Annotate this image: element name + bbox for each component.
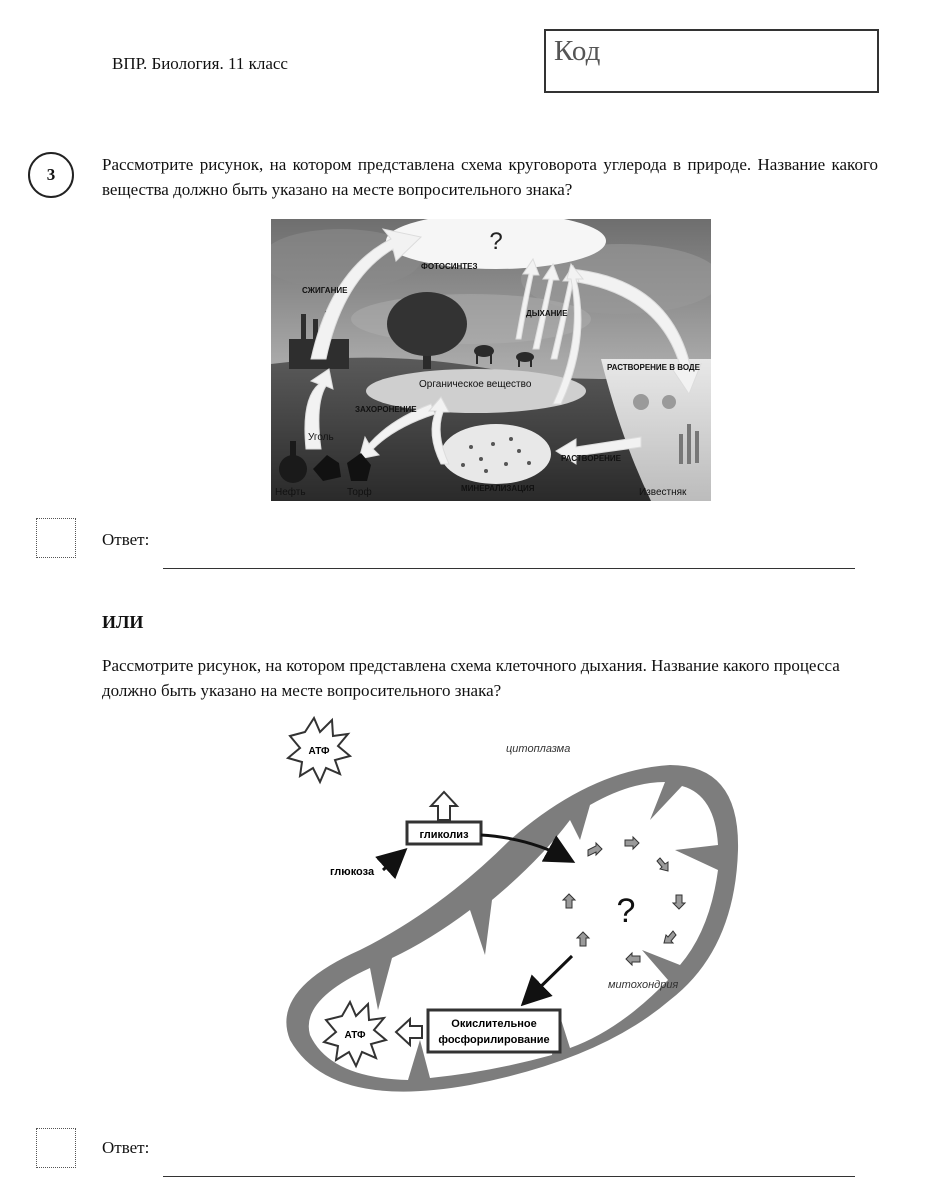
question-2-text: Рассмотрите рисунок, на котором представлена схема клеточного дыхания. Название какого процесса должно быть указано на месте вопросительного знака? <box>102 656 840 700</box>
glycolysis-to-atp-arrow <box>431 792 457 820</box>
label-photosynthesis: ФОТОСИНТЕЗ <box>421 262 478 271</box>
answer-2-label: Ответ: <box>102 1138 150 1157</box>
mineral-oval <box>441 424 551 484</box>
answer-1-line[interactable] <box>163 568 855 569</box>
answer-2-line[interactable] <box>163 1176 855 1177</box>
code-label: Код <box>554 35 601 67</box>
code-box[interactable] <box>544 29 879 93</box>
oxidative-label-line2: фосфорилирование <box>438 1034 550 1046</box>
task-number: 3 <box>28 152 74 198</box>
cycle-question-mark: ? <box>616 892 636 930</box>
header-title: ВПР. Биология. 11 класс <box>112 54 288 73</box>
glycolysis-label: гликолиз <box>419 829 469 841</box>
label-oil: Нефть <box>275 487 306 498</box>
cytoplasm-label: цитоплазма <box>506 743 571 755</box>
label-organic-matter: Органическое вещество <box>419 379 532 390</box>
glucose-label: глюкоза <box>330 866 375 878</box>
atp-top-label: АТФ <box>308 746 330 757</box>
respiration-figure <box>270 710 750 1105</box>
answer-1-label: Ответ: <box>102 530 150 549</box>
question-1-text: Рассмотрите рисунок, на котором представлена схема круговорота углерода в природе. Название какого вещества должно быть указано на месте вопросительного знака? <box>102 155 878 199</box>
answer-2-box[interactable] <box>36 1128 76 1168</box>
label-burning: СЖИГАНИЕ <box>302 286 348 295</box>
label-burial: ЗАХОРОНЕНИЕ <box>355 405 417 414</box>
label-dissolution-water: РАСТВОРЕНИЕ В ВОДЕ <box>607 363 700 372</box>
glucose-arrow <box>383 852 403 870</box>
plankton-icon-2 <box>662 395 676 409</box>
label-mineralization: МИНЕРАЛИЗАЦИЯ <box>461 484 535 493</box>
label-dissolution: РАСТВОРЕНИЕ <box>561 454 622 463</box>
carbon-question-mark: ? <box>489 228 503 255</box>
mitochondria-label: митохондрия <box>608 979 679 991</box>
oxidative-label-line1: Окислительное <box>451 1018 537 1030</box>
label-coal: Уголь <box>308 432 334 443</box>
atp-bottom-label: АТФ <box>344 1030 366 1041</box>
or-label: ИЛИ <box>102 612 144 632</box>
label-respiration: ДЫХАНИЕ <box>526 309 568 318</box>
label-limestone: Известняк <box>639 487 687 498</box>
label-peat: Торф <box>347 487 372 498</box>
plankton-icon <box>633 394 649 410</box>
answer-1-box[interactable] <box>36 518 76 558</box>
carbon-cycle-figure <box>271 219 711 501</box>
